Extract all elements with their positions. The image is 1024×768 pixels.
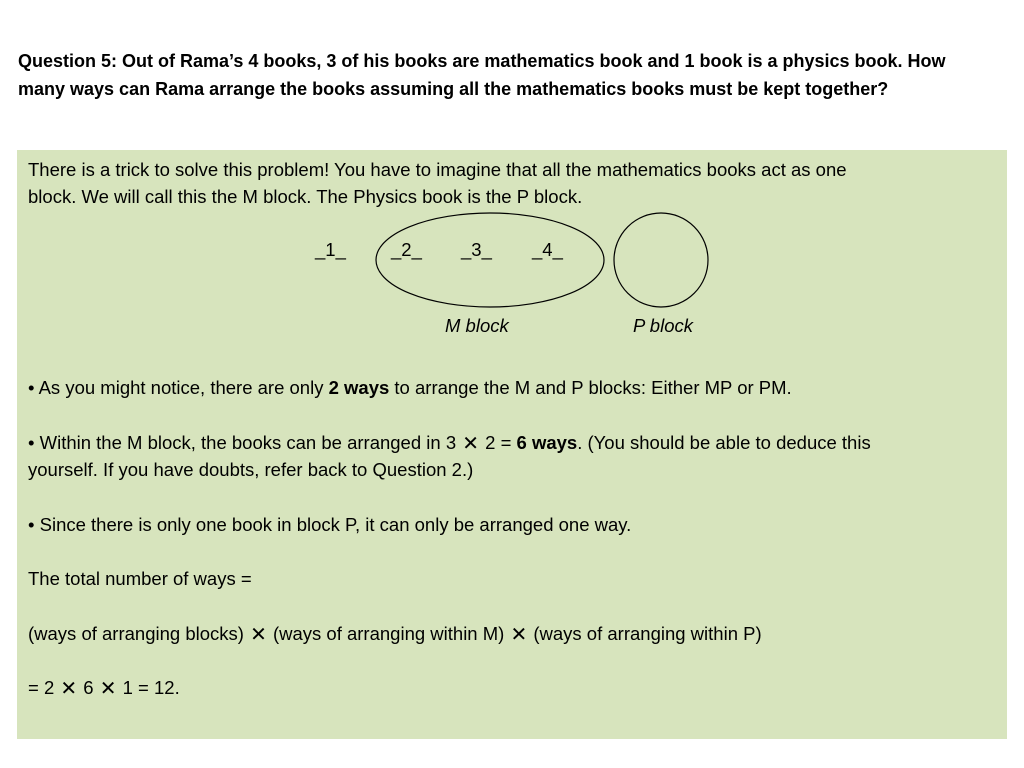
total-label: The total number of ways =: [28, 568, 252, 589]
formula-part-2: (ways of arranging within M): [267, 623, 510, 644]
bullet-within-m-middle: 2 =: [480, 432, 517, 453]
bullet-blocks-prefix: • As you might notice, there are only: [28, 377, 329, 398]
formula-part-3: (ways of arranging within P): [528, 623, 762, 644]
multiply-sign: ✕: [99, 678, 117, 700]
p-block-label: P block: [633, 315, 693, 336]
multiply-sign: ✕: [510, 624, 528, 646]
result-line: [28, 674, 180, 703]
slot-4: _4_: [532, 239, 563, 260]
question-text: Question 5: Out of Rama’s 4 books, 3 of his books are mathematics book and 1 book is a physics book. How many ways can Rama arrange the books assuming all the mathematics books must be kept together?: [18, 51, 946, 99]
slot-1: _1_: [315, 239, 346, 260]
multiply-sign: ✕: [462, 433, 480, 455]
result-part-3: 1 = 12.: [117, 677, 180, 698]
bullet-within-m-line2: yourself. If you have doubts, refer back to Question 2.): [28, 459, 474, 480]
bullet-within-m: [28, 429, 871, 458]
bullet-blocks: [28, 374, 792, 401]
p-block-circle: [614, 213, 708, 307]
result-part-1: = 2: [28, 677, 60, 698]
formula-part-1: (ways of arranging blocks): [28, 623, 250, 644]
bullet-p-block: • Since there is only one book in block P, it can only be arranged one way.: [28, 514, 632, 535]
bullet-within-m-prefix: • Within the M block, the books can be arranged in 3: [28, 432, 462, 453]
intro-line-2: block. We will call this the M block. The Physics book is the P block.: [28, 186, 583, 207]
multiply-sign: ✕: [250, 624, 267, 646]
answer-panel: [17, 150, 1007, 739]
result-part-2: 6: [78, 677, 99, 698]
bullet-blocks-bold: 2 ways: [328, 377, 390, 398]
bullet-blocks-suffix: to arrange the M and P blocks: Either MP or PM.: [389, 377, 792, 398]
intro-line-1: There is a trick to solve this problem! You have to imagine that all the mathematics books act as one: [28, 159, 847, 180]
multiply-sign: ✕: [60, 678, 78, 700]
formula-line: [28, 620, 762, 649]
slot-2: _2_: [391, 239, 422, 260]
bullet-within-m-suffix: . (You should be able to deduce this: [577, 432, 871, 453]
m-block-label: M block: [445, 315, 509, 336]
bullet-within-m-bold: 6 ways: [516, 432, 578, 453]
slot-3: _3_: [461, 239, 492, 260]
